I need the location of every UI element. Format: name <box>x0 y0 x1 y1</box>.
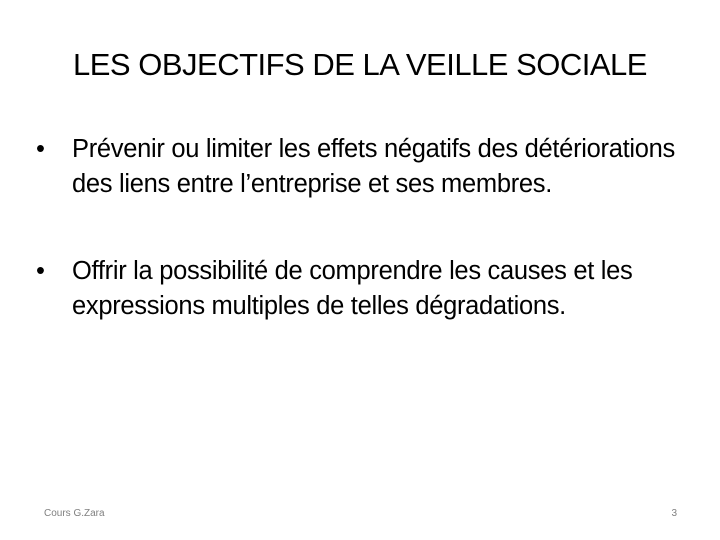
bullet-dot-icon: • <box>36 135 45 163</box>
page-number: 3 <box>671 508 677 519</box>
bullet-text: Prévenir ou limiter les effets négatifs des détériorations des liens entre l’entreprise et ses membres. <box>72 135 675 198</box>
bullet-item <box>36 132 676 202</box>
bullet-list <box>36 132 676 324</box>
bullet-dot-icon: • <box>36 257 45 285</box>
slide-title: LES OBJECTIFS DE LA VEILLE SOCIALE <box>73 47 647 82</box>
footer-author: Cours G.Zara <box>44 508 105 519</box>
bullet-text: Offrir la possibilité de comprendre les causes et les expressions multiples de telles dégradations. <box>72 257 633 320</box>
bullet-item <box>36 254 676 324</box>
